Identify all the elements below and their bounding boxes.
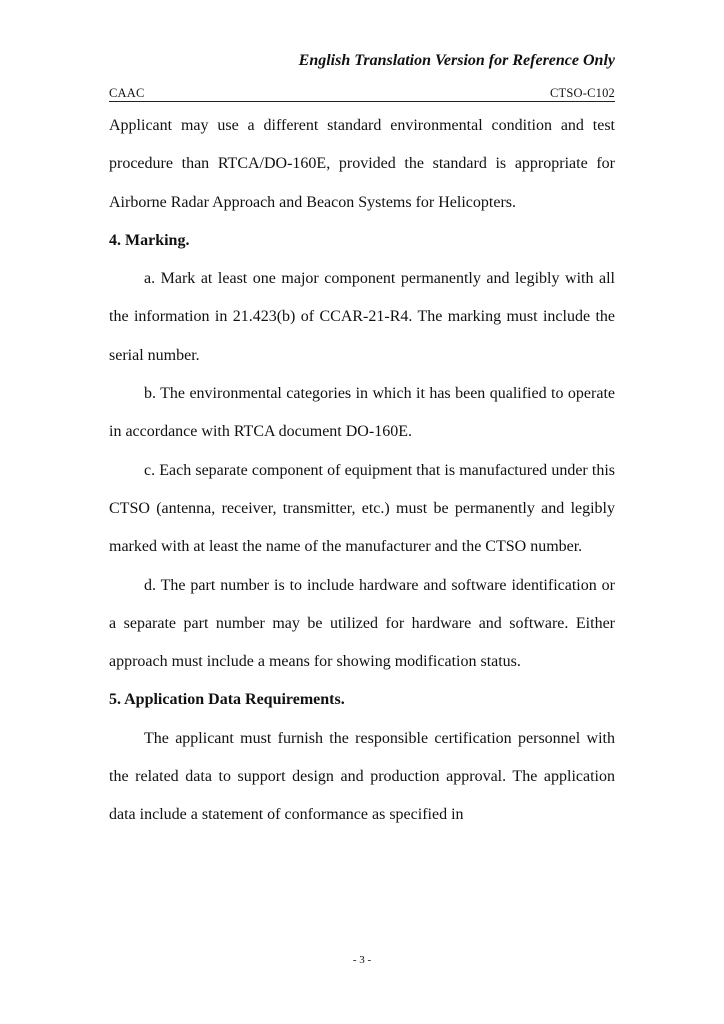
header-title: English Translation Version for Reference Only xyxy=(298,52,615,69)
section-5-paragraph-1: The applicant must furnish the responsible certification personnel with the related data to support design and production approval. The application data include a statement of conformance as specified in xyxy=(109,729,615,824)
section-4-heading: 4. Marking. xyxy=(109,231,190,249)
header-right-label: CTSO-C102 xyxy=(549,86,615,100)
header-row xyxy=(109,86,615,101)
section-4-item-d: d. The part number is to include hardware and software identification or a separate part number may be utilized for hardware and software. Either approach must include a means for showing modification status. xyxy=(109,576,615,671)
header-divider xyxy=(109,101,615,102)
header-left-label: CAAC xyxy=(109,86,145,100)
section-4-item-c: c. Each separate component of equipment that is manufactured under this CTSO (antenna, receiver, transmitter, etc.) must be permanently and legibly marked with at least the name of the manufacturer and the CTSO number. xyxy=(109,461,615,556)
intro-paragraph: Applicant may use a different standard environmental condition and test procedure than RTCA/DO-160E, provided the standard is appropriate for Airborne Radar Approach and Beacon Systems for Helicopters. xyxy=(109,117,615,211)
section-4-item-b: b. The environmental categories in which it has been qualified to operate in accordance with RTCA document DO-160E. xyxy=(109,385,615,441)
page-number: - 3 - xyxy=(352,954,372,966)
section-5-heading: 5. Application Data Requirements. xyxy=(109,691,345,709)
document-body xyxy=(109,107,615,835)
section-4-item-a: a. Mark at least one major component permanently and legibly with all the information in 21.423(b) of CCAR-21-R4. The marking must include the serial number. xyxy=(109,270,615,364)
